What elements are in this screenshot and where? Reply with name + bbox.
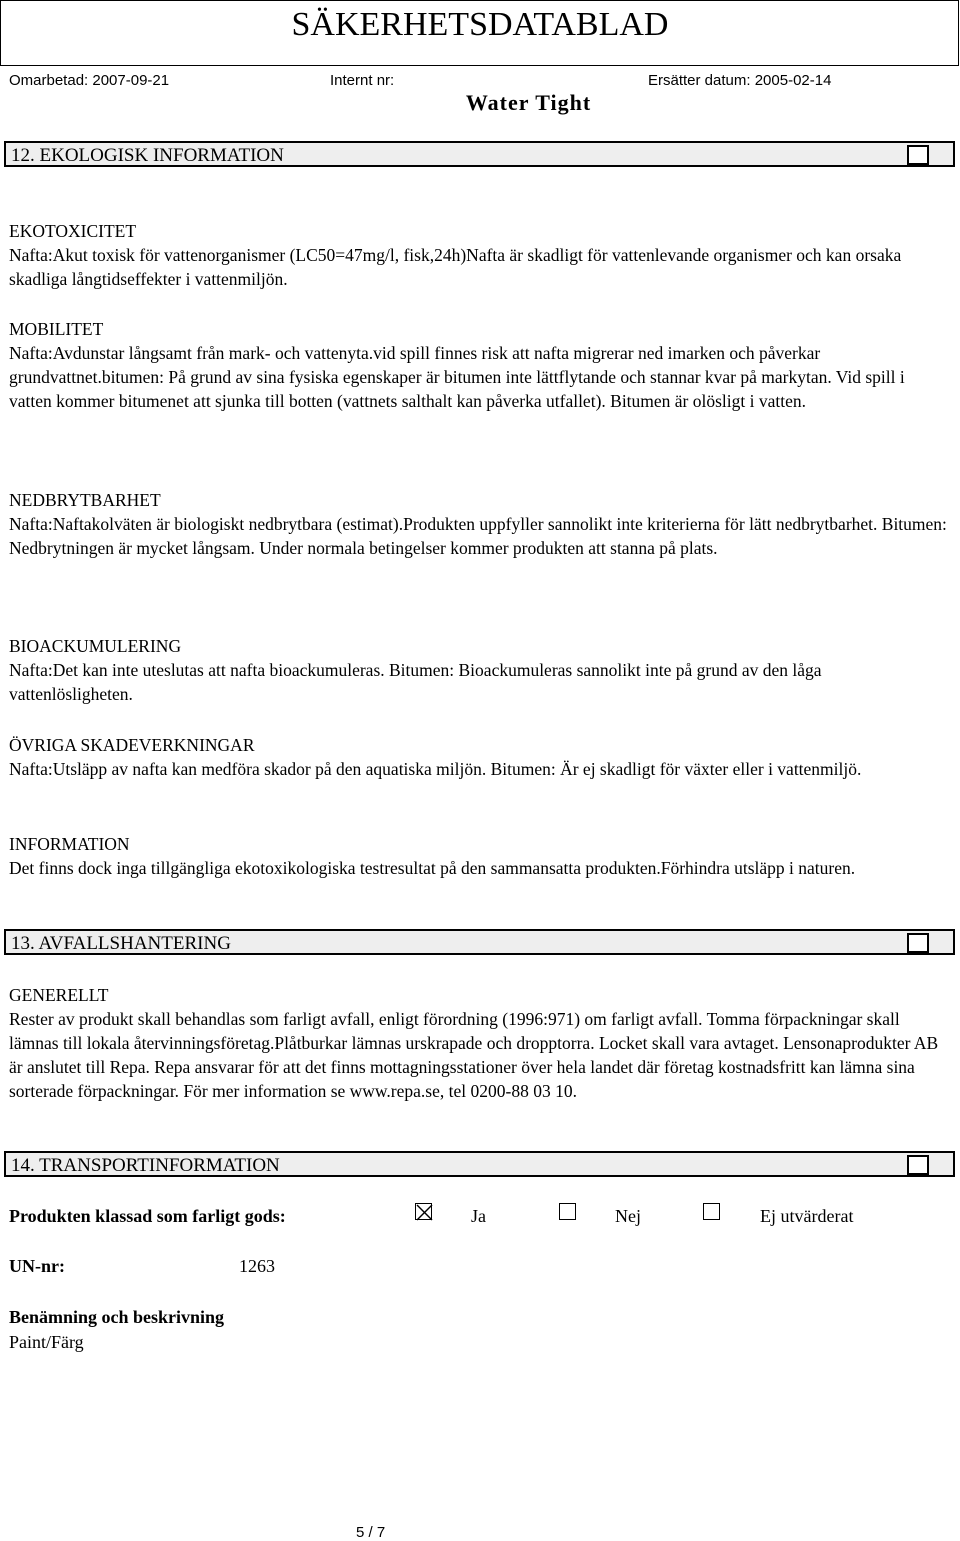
dangerous-goods-label: Produkten klassad som farligt gods: bbox=[9, 1206, 286, 1226]
description-label: Benämning och beskrivning bbox=[9, 1307, 225, 1327]
checked-x-icon bbox=[416, 1204, 433, 1221]
section-12-checkbox[interactable] bbox=[907, 145, 929, 165]
ecotox-text: Nafta:Akut toxisk för vattenorganismer (LC50=47mg/l, fisk,24h)Nafta är skadligt för vattenlevande organismer och kan orsaka skadliga långtidseffekter i vattenmiljön. bbox=[9, 245, 902, 289]
section-14-checkbox[interactable] bbox=[907, 1155, 929, 1175]
revised-date: Omarbetad: 2007-09-21 bbox=[9, 72, 170, 89]
bioaccumulation-heading: BIOACKUMULERING bbox=[9, 636, 182, 656]
section-12-bar bbox=[4, 141, 955, 167]
not-evaluated-checkbox[interactable] bbox=[703, 1203, 720, 1220]
section-14-title: 14. TRANSPORTINFORMATION bbox=[11, 1155, 280, 1176]
mobility-text: Nafta:Avdunstar långsamt från mark- och vattenyta.vid spill finnes risk att nafta migrerar ned imarken och påverkar grundvattnet.bitumen: På grund av sina fysiska egenskaper är bitumen inte lättflytande och stannar kvar på markytan. Vid spill i vatten kommer bitumenet att sjunka till botten (vattnets salthalt kan påverka utfallet). Bitumen är olösligt i vatten. bbox=[9, 343, 905, 411]
bioaccumulation-text: Nafta:Det kan inte uteslutas att nafta bioackumuleras. Bitumen: Bioackumuleras sannolikt inte på grund av den låga vattenlösligheten. bbox=[9, 660, 822, 704]
not-evaluated-option-label: Ej utvärderat bbox=[760, 1206, 854, 1226]
section-13-title: 13. AVFALLSHANTERING bbox=[11, 933, 231, 954]
degradability-heading: NEDBRYTBARHET bbox=[9, 490, 161, 510]
section-12-title: 12. EKOLOGISK INFORMATION bbox=[11, 145, 284, 166]
section-14-bar bbox=[4, 1151, 955, 1177]
replaces-date: Ersätter datum: 2005-02-14 bbox=[648, 72, 832, 89]
other-effects-heading: ÖVRIGA SKADEVERKNINGAR bbox=[9, 735, 255, 755]
general-heading: GENERELLT bbox=[9, 985, 109, 1005]
internal-number: Internt nr: bbox=[330, 72, 395, 89]
no-checkbox[interactable] bbox=[559, 1203, 576, 1220]
other-effects-text: Nafta:Utsläpp av nafta kan medföra skador på den aquatiska miljön. Bitumen: Är ej skadligt för växter eller i vattenmiljö. bbox=[9, 759, 862, 779]
yes-option-label: Ja bbox=[471, 1206, 486, 1226]
mobility-heading: MOBILITET bbox=[9, 319, 104, 339]
yes-checkbox[interactable] bbox=[415, 1203, 432, 1220]
page-number: 5 / 7 bbox=[356, 1524, 386, 1541]
information-heading: INFORMATION bbox=[9, 834, 130, 854]
section-13-bar bbox=[4, 929, 955, 955]
product-name: Water Tight bbox=[465, 90, 592, 115]
ecotox-heading: EKOTOXICITET bbox=[9, 221, 137, 241]
document-title: SÄKERHETSDATABLAD bbox=[291, 6, 669, 43]
information-text: Det finns dock inga tillgängliga ekotoxikologiska testresultat på den sammansatta produkten.Förhindra utsläpp i naturen. bbox=[9, 858, 856, 878]
un-number-value: 1263 bbox=[239, 1256, 275, 1276]
no-option-label: Nej bbox=[615, 1206, 641, 1226]
un-number-label: UN-nr: bbox=[9, 1256, 65, 1276]
degradability-text: Nafta:Naftakolväten är biologiskt nedbrytbara (estimat).Produkten uppfyller sannolikt inte kriterierna för lätt nedbrytbarhet. Bitumen: Nedbrytningen är mycket långsam. Under normala betingelser kommer produkten att stanna på plats. bbox=[9, 514, 947, 558]
section-13-checkbox[interactable] bbox=[907, 933, 929, 953]
description-value: Paint/Färg bbox=[9, 1332, 84, 1352]
general-text: Rester av produkt skall behandlas som farligt avfall, enligt förordning (1996:971) om farligt avfall. Tomma förpackningar skall lämnas till lokala återvinningsföretag.Plåtburkar lämnas urskrapade och dropptorra. Locket skall vara avtaget. Lensonaprodukter AB är anslutet till Repa. Repa ansvarar för att det finns mottagningsstationer över hela landet där företag kostnadsfritt kan lämna sina sorterade förpackningar. För mer information se www.repa.se, tel 0200-88 03 10. bbox=[9, 1009, 939, 1101]
